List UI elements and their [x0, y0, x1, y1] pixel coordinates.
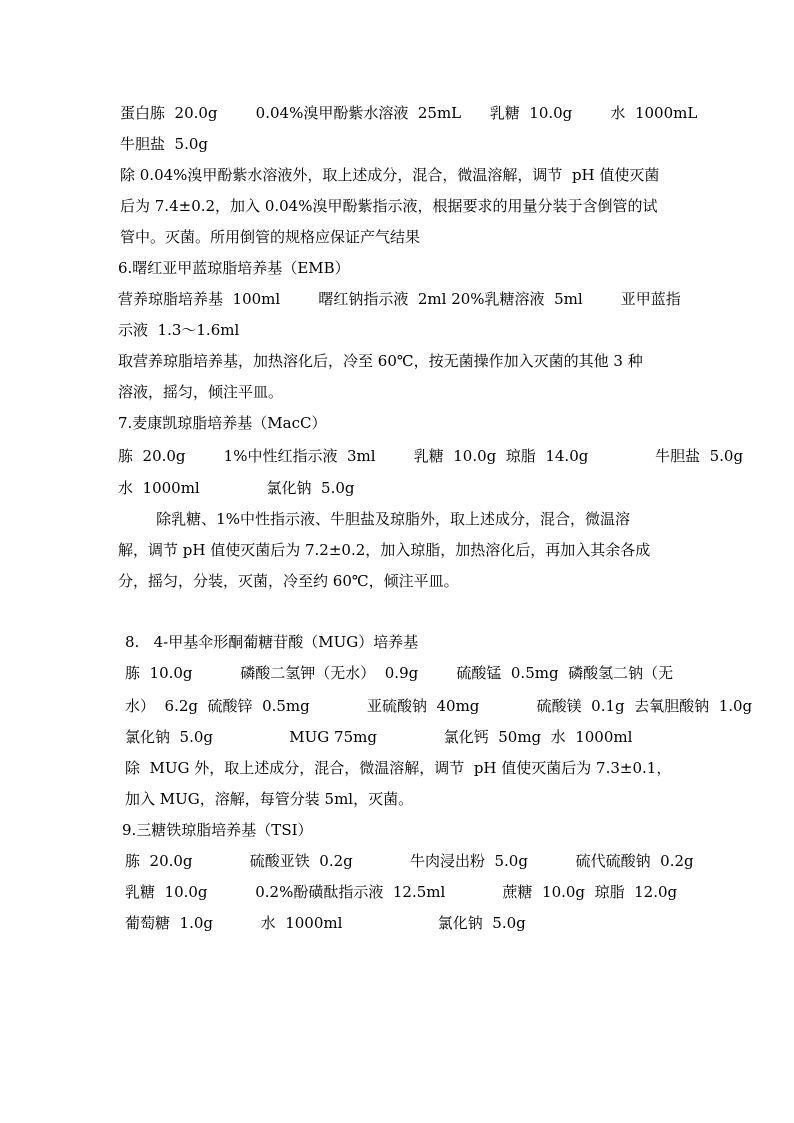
text-line-15: 解，调节 pH 值使灭菌后为 7.2±0.2，加入琼脂，加热溶化后，再加入其余各成 — [118, 541, 651, 559]
text-line-20: 氯化钠 5.0g MUG 75mg 氯化钙 50mg 水 1000ml — [125, 728, 633, 746]
text-line-24: 胨 20.0g 硫酸亚铁 0.2g 牛肉浸出粉 5.0g 硫代硫酸钠 0.2g — [125, 852, 694, 870]
text-line-13: 水 1000ml 氯化钠 5.0g — [118, 479, 355, 497]
section-heading-9: 9.三糖铁琼脂培养基（TSI） — [122, 821, 313, 839]
section-heading-8: 8. 4-甲基伞形酮葡糖苷酸（MUG）培养基 — [125, 633, 419, 651]
text-line-18: 胨 10.0g 磷酸二氢钾（无水） 0.9g 硫酸锰 0.5mg 磷酸氢二钠（无 — [125, 664, 674, 682]
text-line-3: 除 0.04%溴甲酚紫水溶液外，取上述成分，混合，微温溶解，调节 pH 值使灭菌 — [120, 166, 660, 184]
text-line-26: 葡萄糖 1.0g 水 1000ml 氯化钠 5.0g — [125, 914, 526, 932]
text-line-9: 取营养琼脂培养基，加热溶化后，冷至 60℃，按无菌操作加入灭菌的其他 3 种 — [118, 352, 643, 370]
text-line-19: 水） 6.2g 硫酸锌 0.5mg 亚硫酸钠 40mg 硫酸镁 0.1g 去氧胆酸钠 1.0g — [125, 697, 753, 715]
text-line-16: 分，摇匀，分装，灭菌，冷至约 60℃，倾注平皿。 — [118, 572, 459, 590]
text-line-4: 后为 7.4±0.2，加入 0.04%溴甲酚紫指示液，根据要求的用量分装于含倒管的试 — [120, 197, 658, 215]
section-heading-6: 6.曙红亚甲蓝琼脂培养基（EMB） — [118, 259, 350, 277]
text-line-22: 加入 MUG，溶解，每管分装 5ml，灭菌。 — [125, 790, 414, 808]
text-line-12: 胨 20.0g 1%中性红指示液 3ml 乳糖 10.0g 琼脂 14.0g 牛胆盐 5.0g — [118, 447, 744, 465]
section-heading-7: 7.麦康凯琼脂培养基（MacC） — [118, 414, 327, 432]
text-line-5: 管中。灭菌。所用倒管的规格应保证产气结果 — [120, 228, 421, 246]
text-line-21: 除 MUG 外，取上述成分，混合，微温溶解，调节 pH 值使灭菌后为 7.3±0.1， — [125, 759, 672, 777]
text-line-8: 示液 1.3～1.6ml — [118, 321, 240, 339]
text-line-14: 除乳糖、1%中性指示液、牛胆盐及琼脂外，取上述成分，混合，微温溶 — [118, 510, 630, 528]
text-line-7: 营养琼脂培养基 100ml 曙红钠指示液 2ml 20%乳糖溶液 5ml 亚甲蓝指 — [118, 290, 681, 308]
text-line-2: 牛胆盐 5.0g — [120, 135, 208, 153]
text-line-25: 乳糖 10.0g 0.2%酚磺酞指示液 12.5ml 蔗糖 10.0g 琼脂 12.0g — [125, 883, 678, 901]
text-line-10: 溶液，摇匀，倾注平皿。 — [118, 383, 284, 401]
text-line-1: 蛋白胨 20.0g 0.04%溴甲酚紫水溶液 25mL 乳糖 10.0g 水 1000mL — [120, 104, 698, 122]
